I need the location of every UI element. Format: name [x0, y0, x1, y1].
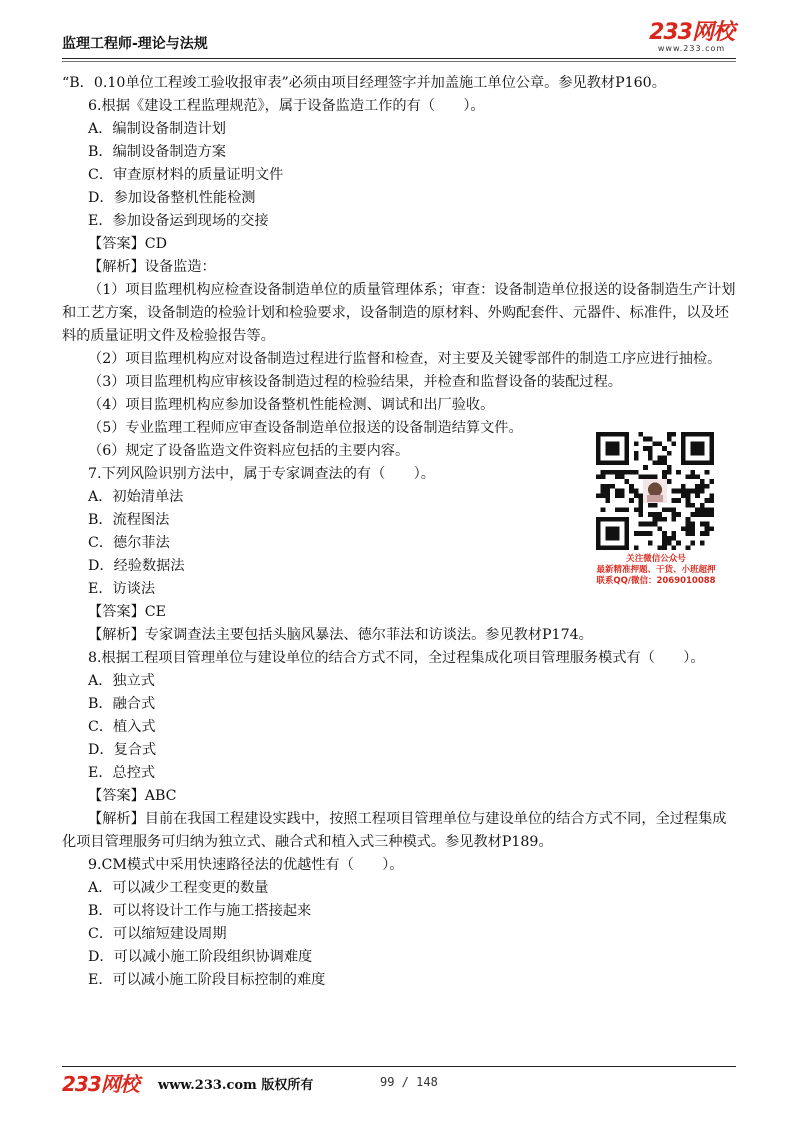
qr-module [695, 493, 700, 498]
qr-module [634, 508, 639, 513]
qr-module [700, 531, 705, 536]
qr-module [662, 446, 667, 451]
option: A．编制设备制造计划 [88, 121, 226, 137]
question-8: 8.根据工程项目管理单位与建设单位的结合方式不同，全过程集成化项目管理服务模式有（ ）。 [88, 650, 705, 666]
option: B．融合式 [88, 696, 156, 712]
answer: 【答案】CE [88, 604, 166, 620]
qr-module [705, 484, 710, 489]
qr-module [686, 493, 691, 498]
qr-module [634, 493, 639, 498]
explanation-item: （6）规定了设备监造文件资料应包括的主要内容。 [88, 443, 410, 459]
qr-module [662, 517, 667, 522]
header-divider [62, 58, 736, 59]
qr-module [601, 493, 606, 498]
question-7: 7.下列风险识别方法中，属于专家调查法的有（ ）。 [88, 466, 435, 482]
option: E．可以减小施工阶段目标控制的难度 [88, 972, 326, 988]
qr-module [648, 503, 653, 508]
qr-module [634, 451, 639, 456]
qr-module [667, 465, 672, 470]
qr-module [643, 437, 648, 442]
explanation-item: （5）专业监理工程师应审查设备制造单位报送的设备制造结算文件。 [88, 420, 523, 436]
qr-module [695, 474, 700, 479]
qr-module [605, 484, 610, 489]
qr-module [610, 470, 615, 475]
qr-module [686, 517, 691, 522]
qr-module [690, 526, 695, 531]
qr-module [690, 522, 695, 527]
qr-module [605, 493, 610, 498]
qr-module [695, 489, 700, 494]
qr-module [700, 541, 705, 546]
qr-module [620, 489, 625, 494]
qr-module [676, 489, 681, 494]
qr-module [667, 541, 672, 546]
qr-module [690, 503, 695, 508]
qr-module [610, 484, 615, 489]
qr-code-image [596, 432, 714, 550]
explanation: 【解析】目前在我国工程建设实践中，按照工程项目管理单位与建设单位的结合方式不同，全过程集成化项目管理服务可归纳为独立式、融合式和植入式三种模式。参见教材P189。 [62, 811, 727, 850]
qr-module [695, 484, 700, 489]
qr-module [667, 508, 672, 513]
qr-module [648, 474, 653, 479]
qr-module [634, 470, 639, 475]
qr-module [672, 536, 677, 541]
qr-module [643, 522, 648, 527]
qr-module [605, 470, 610, 475]
qr-module [657, 456, 662, 461]
paragraph: “B．0.10单位工程竣工验收报审表”必须由项目经理签字并加盖施工单位公章。参见教材P160。 [62, 75, 666, 91]
qr-module [662, 470, 667, 475]
qr-module [690, 541, 695, 546]
qr-module [624, 479, 629, 484]
qr-module [629, 498, 634, 503]
qr-module [676, 498, 681, 503]
qr-module [705, 470, 710, 475]
qr-module [662, 508, 667, 513]
qr-module [620, 493, 625, 498]
qr-module [638, 474, 643, 479]
option: C．审查原材料的质量证明文件 [88, 167, 284, 183]
qr-caption [578, 554, 734, 587]
qr-module [700, 479, 705, 484]
qr-module [672, 508, 677, 513]
qr-module [643, 474, 648, 479]
qr-module [596, 493, 601, 498]
qr-module [662, 531, 667, 536]
qr-module [686, 522, 691, 527]
qr-module [700, 503, 705, 508]
qr-module [634, 489, 639, 494]
qr-module [662, 536, 667, 541]
qr-module [615, 474, 620, 479]
qr-module [672, 512, 677, 517]
qr-module [638, 531, 643, 536]
qr-module [709, 512, 714, 517]
qr-module [690, 470, 695, 475]
option: D．参加设备整机性能检测 [88, 190, 256, 206]
qr-module [672, 545, 677, 550]
qr-module [690, 512, 695, 517]
qr-module [700, 522, 705, 527]
qr-module [662, 545, 667, 550]
qr-module [709, 479, 714, 484]
option: E．总控式 [88, 765, 156, 781]
option: A．独立式 [88, 673, 155, 689]
qr-module [686, 545, 691, 550]
option: E．参加设备运到现场的交接 [88, 213, 269, 229]
qr-module [615, 508, 620, 513]
qr-module [709, 498, 714, 503]
explanation: 【解析】设备监造： [88, 259, 216, 275]
qr-module [620, 508, 625, 513]
qr-module [643, 465, 648, 470]
qr-module [657, 460, 662, 465]
qr-module [690, 531, 695, 536]
qr-module [620, 470, 625, 475]
qr-module [638, 498, 643, 503]
explanation-item: （4）项目监理机构应参加设备整机性能检测、调试和出厂验收。 [88, 397, 495, 413]
qr-module [638, 508, 643, 513]
footer-logo: 233网校 [62, 1072, 139, 1096]
qr-module [615, 470, 620, 475]
qr-module [676, 470, 681, 475]
qr-caption-line: 联系QQ/微信：2069010088 [596, 576, 716, 586]
qr-module [672, 531, 677, 536]
qr-module [601, 484, 606, 489]
qr-module [638, 493, 643, 498]
qr-module [653, 460, 658, 465]
option: B．可以将设计工作与施工搭接起来 [88, 903, 312, 919]
qr-module [629, 484, 634, 489]
qr-module [657, 526, 662, 531]
brand-logo [649, 22, 734, 53]
qr-module [615, 493, 620, 498]
qr-module [690, 474, 695, 479]
qr-module [672, 498, 677, 503]
question-6: 6.根据《建设工程监理规范》，属于设备监造工作的有（ ）。 [88, 98, 485, 114]
qr-module [700, 489, 705, 494]
page-number: 99 / 148 [380, 1075, 438, 1089]
answer: 【答案】CD [88, 236, 167, 252]
document-header-title: 监理工程师-理论与法规 [62, 36, 208, 52]
qr-module [695, 512, 700, 517]
qr-module [700, 508, 705, 513]
qr-module [667, 432, 672, 437]
qr-module [672, 441, 677, 446]
option: C．植入式 [88, 719, 156, 735]
qr-module [705, 498, 710, 503]
qr-module [620, 474, 625, 479]
option: B．流程图法 [88, 512, 170, 528]
option: D．复合式 [88, 742, 157, 758]
qr-module [601, 470, 606, 475]
qr-module [648, 541, 653, 546]
qr-module [686, 526, 691, 531]
qr-module [615, 489, 620, 494]
qr-module [634, 456, 639, 461]
qr-module [672, 432, 677, 437]
explanation: 【解析】专家调查法主要包括头脑风暴法、德尔菲法和访谈法。参见教材P174。 [88, 627, 593, 643]
brand-logo-url: www.233.com [657, 44, 726, 53]
explanation-item: （3）项目监理机构应审核设备制造过程的检验结果，并检查和监督设备的装配过程。 [88, 374, 622, 390]
qr-module [601, 474, 606, 479]
qr-module [709, 493, 714, 498]
qr-module [638, 432, 643, 437]
footer-copyright: www.233.com 版权所有 [158, 1078, 314, 1093]
qr-module [700, 512, 705, 517]
qr-module [662, 460, 667, 465]
qr-module [662, 456, 667, 461]
footer-divider [62, 1066, 736, 1067]
option: C．德尔菲法 [88, 535, 170, 551]
qr-module [653, 474, 658, 479]
option: D．经验数据法 [88, 558, 185, 574]
qr-module [667, 451, 672, 456]
qr-module [657, 545, 662, 550]
qr-module [667, 536, 672, 541]
qr-module [681, 489, 686, 494]
qr-module [629, 470, 634, 475]
explanation-item: （1）项目监理机构应检查设备制造单位的质量管理体系；审查：设备制造单位报送的设备制造生产计划和工艺方案，设备制造的检验计划和检验要求，设备制造的原材料、外购配套件、元器件、标准件，以及坯料的质量证明文件及检验报告等。 [62, 282, 736, 344]
qr-module [700, 484, 705, 489]
qr-module [681, 526, 686, 531]
question-9: 9.CM模式中采用快速路径法的优越性有（ ）。 [88, 857, 404, 873]
header-divider-thin [62, 61, 736, 62]
qr-module [653, 441, 658, 446]
qr-module [672, 517, 677, 522]
qr-module [705, 512, 710, 517]
qr-module [601, 489, 606, 494]
qr-module [709, 526, 714, 531]
qr-module [705, 522, 710, 527]
qr-module [648, 446, 653, 451]
qr-module [638, 512, 643, 517]
explanation-item: （2）项目监理机构应对设备制造过程进行监督和检查，对主要及关键零部件的制造工序应进行抽检。 [88, 351, 722, 367]
option: E．访谈法 [88, 581, 156, 597]
qr-module [676, 541, 681, 546]
qr-module [709, 508, 714, 513]
qr-module [648, 512, 653, 517]
qr-module [653, 522, 658, 527]
option: D．可以减小施工阶段组织协调难度 [88, 949, 313, 965]
qr-module [648, 451, 653, 456]
qr-module [657, 517, 662, 522]
qr-module [648, 456, 653, 461]
qr-module [605, 489, 610, 494]
qr-module [624, 508, 629, 513]
qr-module [638, 522, 643, 527]
option: B．编制设备制造方案 [88, 144, 227, 160]
qr-module [686, 531, 691, 536]
qr-module [662, 541, 667, 546]
qr-module [681, 493, 686, 498]
qr-module [676, 512, 681, 517]
qr-module [643, 531, 648, 536]
qr-module [667, 470, 672, 475]
answer: 【答案】ABC [88, 788, 177, 804]
qr-module [648, 437, 653, 442]
qr-module [667, 437, 672, 442]
qr-module [690, 489, 695, 494]
qr-module [653, 503, 658, 508]
qr-module [653, 512, 658, 517]
qr-module [686, 503, 691, 508]
qr-module [643, 446, 648, 451]
option: A．初始清单法 [88, 489, 184, 505]
qr-module [686, 498, 691, 503]
qr-module [705, 531, 710, 536]
qr-module [596, 474, 601, 479]
qr-module [686, 489, 691, 494]
qr-module [624, 470, 629, 475]
qr-module [672, 489, 677, 494]
option: A．可以减少工程变更的数量 [88, 880, 269, 896]
qr-module [653, 517, 658, 522]
qr-module [686, 474, 691, 479]
qr-module [634, 531, 639, 536]
qr-module [634, 545, 639, 550]
qr-module [629, 489, 634, 494]
qr-module [681, 484, 686, 489]
qr-caption-line: 最新精准押题、干货、小班超押 [596, 565, 716, 575]
qr-module [648, 522, 653, 527]
qr-module [667, 479, 672, 484]
qr-module [695, 508, 700, 513]
qr-module [657, 512, 662, 517]
qr-module [705, 508, 710, 513]
brand-logo-text: 233网校 [649, 20, 734, 45]
option: C．可以缩短建设周期 [88, 926, 227, 942]
qr-module [657, 441, 662, 446]
qr-module [648, 531, 653, 536]
qr-module [705, 526, 710, 531]
qr-module [601, 508, 606, 513]
qr-module [638, 503, 643, 508]
qr-module [634, 441, 639, 446]
qr-module [605, 498, 610, 503]
qr-caption-line: 关注微信公众号 [626, 554, 686, 564]
qr-module [662, 474, 667, 479]
